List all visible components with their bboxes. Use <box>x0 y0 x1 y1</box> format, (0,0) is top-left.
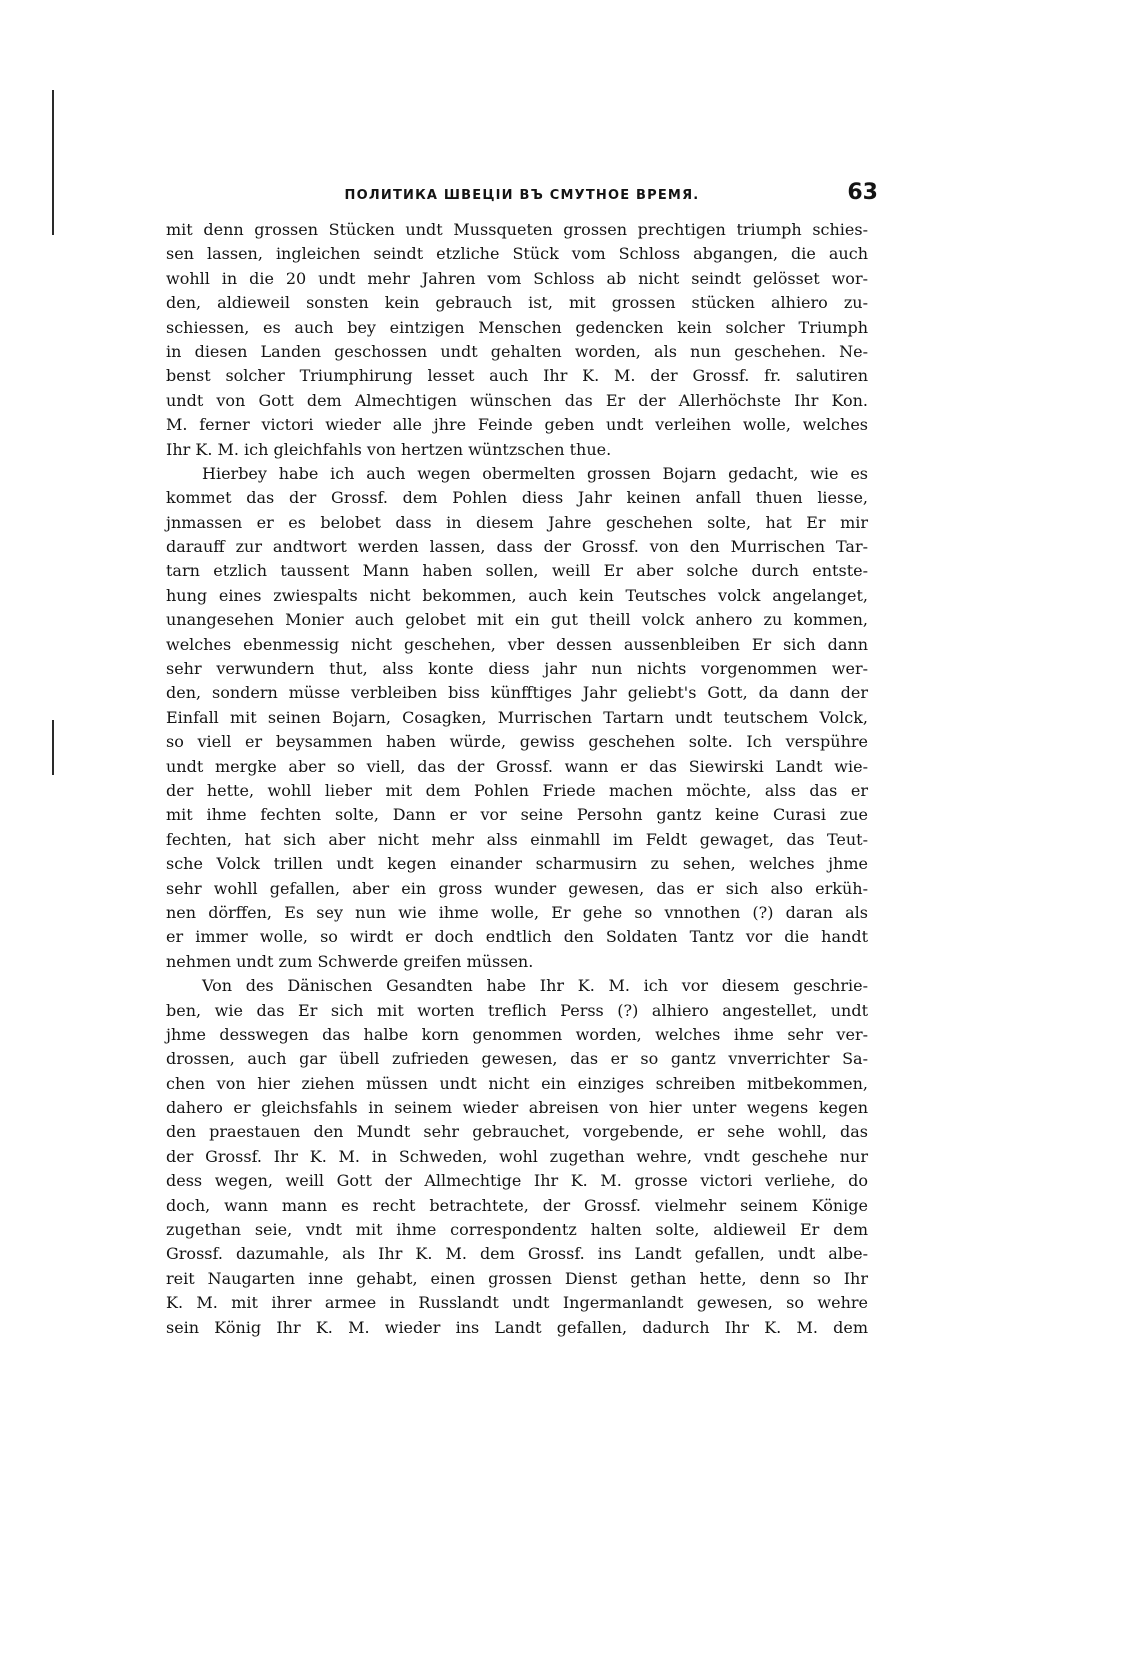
text-line: wohll in die 20 undt mehr Jahren vom Schloss ab nicht seindt gelösset wor- <box>166 268 868 288</box>
text-line: der hette, wohll lieber mit dem Pohlen Friede machen möchte, alss das er <box>166 780 868 800</box>
text-line: sche Volck trillen undt kegen einander scharmusirn zu sehen, welches jhme <box>166 854 868 874</box>
text-line: den, aldieweil sonsten kein gebrauch ist, mit grossen stücken alhiero zu- <box>166 293 868 313</box>
margin-rule-middle <box>52 720 54 775</box>
paragraph <box>166 462 868 974</box>
text-line: M. ferner victori wieder alle jhre Feinde geben undt verleihen wolle, welches <box>166 415 868 435</box>
text-line: kommet das der Grossf. dem Pohlen diess Jahr keinen anfall thuen liesse, <box>166 488 868 508</box>
text-line: undt mergke aber so viell, das der Grossf. wann er das Siewirski Landt wie- <box>166 756 868 776</box>
body-text <box>166 218 868 1340</box>
text-line: sehr wohll gefallen, aber ein gross wunder gewesen, das er sich also erküh- <box>166 878 868 898</box>
text-line: drossen, auch gar übell zufrieden gewesen, das er so gantz vnverrichter Sa- <box>166 1049 868 1069</box>
text-line: den praestauen den Mundt sehr gebrauchet, vorgebende, er sehe wohll, das <box>166 1122 868 1142</box>
text-line: er immer wolle, so wirdt er doch endtlich den Soldaten Tantz vor die handt <box>166 927 868 947</box>
text-line: Ihr K. M. ich gleichfahls von hertzen wüntzschen thue. <box>166 439 612 459</box>
text-line: doch, wann mann es recht betrachtete, der Grossf. vielmehr seinem Könige <box>166 1195 868 1215</box>
text-line: darauff zur andtwort werden lassen, dass der Grossf. von den Murrischen Tar- <box>166 537 868 557</box>
text-line: in diesen Landen geschossen undt gehalten worden, als nun geschehen. Ne- <box>166 341 868 361</box>
text-line: sein König Ihr K. M. wieder ins Landt gefallen, dadurch Ihr K. M. dem <box>166 1317 868 1337</box>
text-line: hung eines zwiespalts nicht bekommen, auch kein Teutsches volck angelanget, <box>166 585 868 605</box>
text-line: dahero er gleichsfahls in seinem wieder abreisen von hier unter wegens kegen <box>166 1098 868 1118</box>
page-header <box>166 180 878 212</box>
text-line: den, sondern müsse verbleiben biss künfftiges Jahr geliebt's Gott, da dann der <box>166 683 868 703</box>
text-line: ben, wie das Er sich mit worten treflich Perss (?) alhiero angestellet, undt <box>166 1000 868 1020</box>
text-line: sehr verwundern thut, alss konte diess jahr nun nichts vorgenommen wer- <box>166 659 868 679</box>
text-line: der Grossf. Ihr K. M. in Schweden, wohl zugethan wehre, vndt geschehe nur <box>166 1146 868 1166</box>
text-line: mit denn grossen Stücken undt Mussqueten grossen prechtigen triumph schies- <box>166 220 868 239</box>
text-line: tarn etzlich taussent Mann haben sollen, weill Er aber solche durch entste- <box>166 561 868 581</box>
text-line: undt von Gott dem Almechtigen wünschen das Er der Allerhöchste Ihr Kon. <box>166 390 868 410</box>
text-line: schiessen, es auch bey eintzigen Menschen gedencken kein solcher Triumph <box>166 317 868 337</box>
text-line: K. M. mit ihrer armee in Russlandt undt Ingermanlandt gewesen, so wehre <box>166 1293 868 1313</box>
text-line: sen lassen, ingleichen seindt etzliche Stück vom Schloss abgangen, die auch <box>166 244 868 264</box>
paragraph <box>166 218 868 462</box>
text-line: so viell er beysammen haben würde, gewiss geschehen solte. Ich verspühre <box>166 732 868 752</box>
text-line: Einfall mit seinen Bojarn, Cosagken, Murrischen Tartarn undt teutschem Volck, <box>166 707 868 727</box>
text-line: fechten, hat sich aber nicht mehr alss einmahll im Feldt gewaget, das Teut- <box>166 829 868 849</box>
text-line: Hierbey habe ich auch wegen obermelten grossen Bojarn gedacht, wie es <box>202 463 868 483</box>
text-line: zugethan seie, vndt mit ihme correspondentz halten solte, aldieweil Er dem <box>166 1220 868 1240</box>
text-line: benst solcher Triumphirung lesset auch Ihr K. M. der Grossf. fr. salutiren <box>166 366 868 386</box>
text-line: welches ebenmessig nicht geschehen, vber dessen aussenbleiben Er sich dann <box>166 634 868 654</box>
text-line: nen dörffen, Es sey nun wie ihme wolle, Er gehe so vnnothen (?) daran als <box>166 902 868 922</box>
text-line: jhme desswegen das halbe korn genommen worden, welches ihme sehr ver- <box>166 1024 868 1044</box>
text-line: reit Naugarten inne gehabt, einen grossen Dienst gethan hette, denn so Ihr <box>166 1268 868 1288</box>
running-head: ПОЛИТИКА ШВЕЦІИ ВЪ СМУТНОЕ ВРЕМЯ. <box>344 188 700 203</box>
page-number: 63 <box>847 180 878 205</box>
paragraph <box>166 974 868 1340</box>
margin-rule-top <box>52 90 54 235</box>
text-line: chen von hier ziehen müssen undt nicht ein einziges schreiben mitbekommen, <box>166 1073 868 1093</box>
text-line: mit ihme fechten solte, Dann er vor seine Persohn gantz keine Curasi zue <box>166 805 868 825</box>
text-line: jnmassen er es belobet dass in diesem Jahre geschehen solte, hat Er mir <box>166 512 868 532</box>
text-line: nehmen undt zum Schwerde greifen müssen. <box>166 951 534 971</box>
text-line: dess wegen, weill Gott der Allmechtige Ihr K. M. grosse victori verliehe, do <box>166 1171 868 1191</box>
text-line: Grossf. dazumahle, als Ihr K. M. dem Grossf. ins Landt gefallen, undt albe- <box>166 1244 868 1264</box>
text-line: unangesehen Monier auch gelobet mit ein gut theill volck anhero zu kommen, <box>166 610 868 630</box>
text-line: Von des Dänischen Gesandten habe Ihr K. M. ich vor diesem geschrie- <box>202 976 868 996</box>
